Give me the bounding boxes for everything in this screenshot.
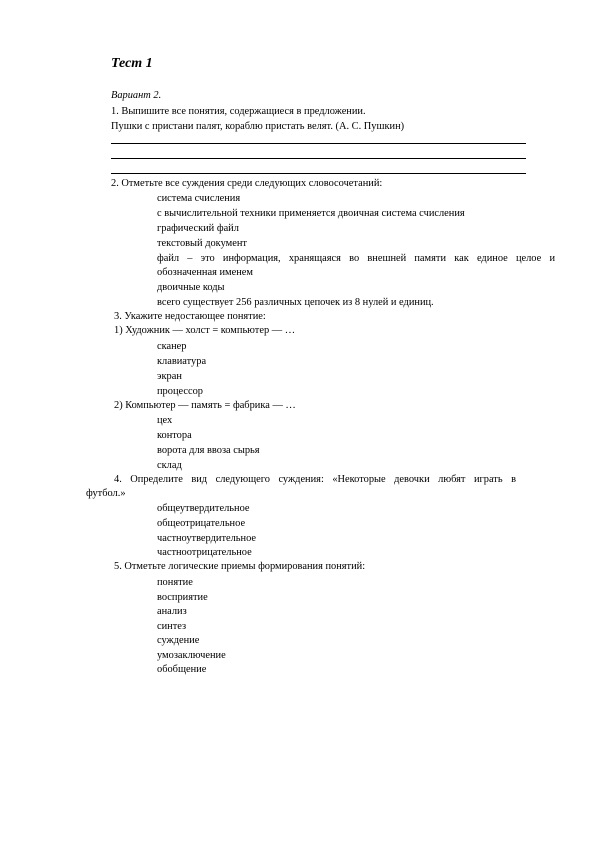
question-3-sub-2: 2) Компьютер — память = фабрика — … bbox=[114, 400, 296, 411]
q5-option: синтез bbox=[157, 621, 187, 632]
question-3-text: 3. Укажите недостающее понятие: bbox=[114, 311, 266, 322]
q5-option: обобщение bbox=[157, 664, 207, 675]
q4-option: общеутвердительное bbox=[157, 503, 250, 514]
q5-option: восприятие bbox=[157, 592, 208, 603]
question-4-text-continuation: футбол.» bbox=[86, 488, 126, 499]
question-2-text: 2. Отметьте все суждения среди следующих словосочетаний: bbox=[111, 178, 383, 189]
q2-option: графический файл bbox=[157, 223, 239, 234]
q3-sub1-option: сканер bbox=[157, 341, 187, 352]
q5-option: суждение bbox=[157, 635, 200, 646]
q3-sub2-option: склад bbox=[157, 460, 182, 471]
q3-sub2-option: ворота для ввоза сырья bbox=[157, 445, 260, 456]
q3-sub2-option: цех bbox=[157, 415, 173, 426]
answer-line-3 bbox=[111, 173, 526, 174]
q5-option: анализ bbox=[157, 606, 187, 617]
q5-option: понятие bbox=[157, 577, 193, 588]
q3-sub2-option: контора bbox=[157, 430, 192, 441]
question-5-text: 5. Отметьте логические приемы формирования понятий: bbox=[114, 561, 366, 572]
question-1-text: 1. Выпишите все понятия, содержащиеся в предложении. bbox=[111, 106, 366, 117]
q4-option: общеотрицательное bbox=[157, 518, 246, 529]
q3-sub1-option: клавиатура bbox=[157, 356, 207, 367]
q4-option: частноутвердительное bbox=[157, 533, 257, 544]
page-title: Тест 1 bbox=[111, 56, 153, 71]
q2-option: текстовый документ bbox=[157, 238, 247, 249]
answer-line-1 bbox=[111, 143, 526, 144]
q2-option: файл – это информация, хранящаяся во внешней памяти как единое целое и bbox=[157, 253, 555, 264]
question-4-text: 4. Определите вид следующего суждения: «Некоторые девочки любят играть в bbox=[114, 474, 516, 485]
answer-line-2 bbox=[111, 158, 526, 159]
q5-option: умозаключение bbox=[157, 650, 226, 661]
q3-sub1-option: процессор bbox=[157, 386, 203, 397]
q3-sub1-option: экран bbox=[157, 371, 182, 382]
question-1-quote: Пушки с пристани палят, кораблю пристать велят. (А. С. Пушкин) bbox=[111, 121, 405, 132]
q2-option: всего существует 256 различных цепочек из 8 нулей и единиц. bbox=[157, 297, 434, 308]
question-3-sub-1: 1) Художник — холст = компьютер — … bbox=[114, 325, 296, 336]
q4-option: частноотрицательное bbox=[157, 547, 252, 558]
variant-label: Вариант 2. bbox=[111, 90, 162, 101]
q2-option: система счисления bbox=[157, 193, 241, 204]
q2-option: двоичные коды bbox=[157, 282, 225, 293]
q2-option-continuation: обозначенная именем bbox=[157, 267, 253, 278]
q2-option: с вычислительной техники применяется двоичная система счисления bbox=[157, 208, 465, 219]
